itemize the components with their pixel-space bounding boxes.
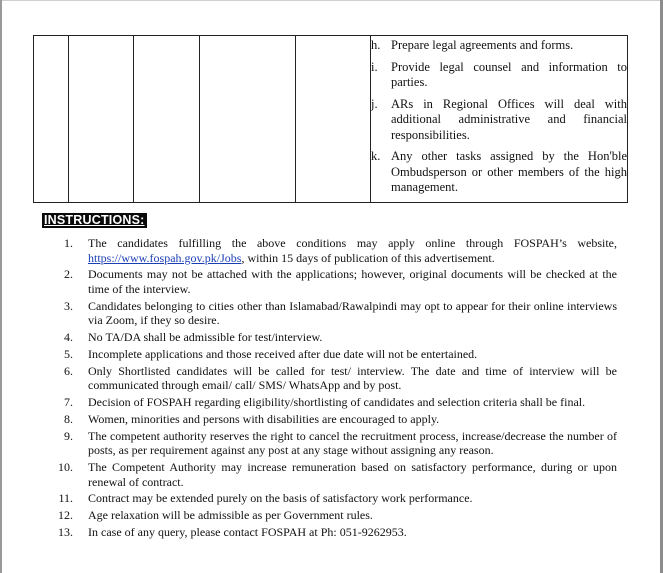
instruction-item — [40, 299, 617, 328]
table-cell-qualification — [200, 36, 296, 203]
instruction-text: The competent authority reserves the right to cancel the recruitment process, increase/decrease the number of posts, as per requirement against any post at any stage without assigning any reason. — [88, 428, 617, 458]
instruction-text-end: , within 15 days of publication of this advertisement. — [241, 250, 495, 265]
table-cell-serial — [34, 36, 69, 203]
table-cell-duties — [371, 36, 628, 203]
duty-marker: k. — [371, 149, 381, 163]
instruction-item — [40, 525, 617, 540]
instruction-text: Age relaxation will be admissible as per Government rules. — [88, 508, 373, 523]
duty-item — [371, 97, 627, 144]
instruction-item — [40, 364, 617, 393]
instruction-number: 10. — [58, 460, 73, 474]
instruction-number: 9. — [64, 428, 73, 443]
instruction-item — [40, 347, 617, 362]
instruction-number: 2. — [64, 267, 73, 282]
instruction-number: 5. — [64, 346, 73, 361]
duty-text: Prepare legal agreements and forms. — [391, 38, 574, 52]
instruction-number: 3. — [64, 298, 73, 313]
page-top-edge — [0, 0, 663, 1]
instruction-number: 4. — [64, 330, 73, 345]
instruction-text: Women, minorities and persons with disabilities are encouraged to apply. — [88, 411, 440, 426]
instruction-text: In case of any query, please contact FOSPAH at Ph: 051-9262953. — [88, 524, 407, 539]
instruction-number: 7. — [64, 395, 73, 410]
instruction-item — [40, 395, 617, 410]
instruction-item — [40, 491, 617, 506]
duty-text: Provide legal counsel and information to parties. — [391, 59, 627, 89]
table-row — [34, 36, 628, 203]
fospah-jobs-link[interactable]: https://www.fospah.gov.pk/Jobs — [88, 250, 242, 265]
instruction-number: 6. — [64, 363, 73, 378]
instruction-text: Only Shortlisted candidates will be called for test/ interview. The date and time of interview will be communicated through email/ call/ SMS/ WhatsApp and by post. — [88, 363, 617, 393]
instruction-item — [40, 412, 617, 427]
instruction-item — [40, 508, 617, 523]
job-table — [33, 35, 628, 203]
instruction-text: Contract may be extended purely on the basis of satisfactory work performance. — [88, 491, 473, 506]
duty-item — [371, 38, 627, 54]
duty-marker: i. — [371, 59, 378, 74]
instruction-number: 1. — [64, 236, 73, 250]
duty-marker: j. — [371, 96, 378, 111]
instruction-number: 8. — [64, 411, 73, 426]
instruction-item — [40, 429, 617, 458]
instruction-number: 11. — [58, 491, 73, 506]
duties-list — [371, 38, 627, 196]
table-cell-age — [296, 36, 371, 203]
instruction-text: Candidates belonging to cities other than Islamabad/Rawalpindi may opt to appear for their online interviews via Zoom, if they so desire. — [88, 298, 617, 328]
table-cell-post — [69, 36, 134, 203]
page-left-border — [0, 0, 2, 573]
duty-text: ARs in Regional Offices will deal with additional administrative and financial responsibilities. — [391, 96, 627, 142]
instruction-number: 13. — [58, 524, 73, 539]
table-cell-bps — [134, 36, 200, 203]
instruction-text: Decision of FOSPAH regarding eligibility/shortlisting of candidates and selection criteria shall be final. — [88, 395, 586, 410]
instructions-heading: INSTRUCTIONS: — [44, 213, 145, 227]
instruction-text: No TA/DA shall be admissible for test/interview. — [88, 330, 323, 345]
instruction-number: 12. — [58, 508, 73, 523]
instruction-item — [40, 330, 617, 345]
instruction-text: The candidates fulfilling the above conditions may apply online through FOSPAH’s website, — [88, 236, 617, 250]
instruction-text: Incomplete applications and those received after due date will not be entertained. — [88, 346, 478, 361]
instruction-text: The Competent Authority may increase remuneration based on satisfactory performance, during or upon renewal of contract. — [88, 460, 617, 489]
instruction-item — [40, 267, 617, 296]
instruction-item — [40, 236, 617, 265]
instruction-text: Documents may not be attached with the applications; however, original documents will be checked at the time of the interview. — [88, 267, 617, 296]
instructions-list — [40, 236, 617, 542]
instruction-item — [40, 460, 617, 489]
duty-item — [371, 149, 627, 196]
duty-marker: h. — [371, 38, 381, 52]
duty-text: Any other tasks assigned by the Hon'ble Ombudsperson or other members of the high management. — [391, 149, 627, 194]
duty-item — [371, 60, 627, 91]
